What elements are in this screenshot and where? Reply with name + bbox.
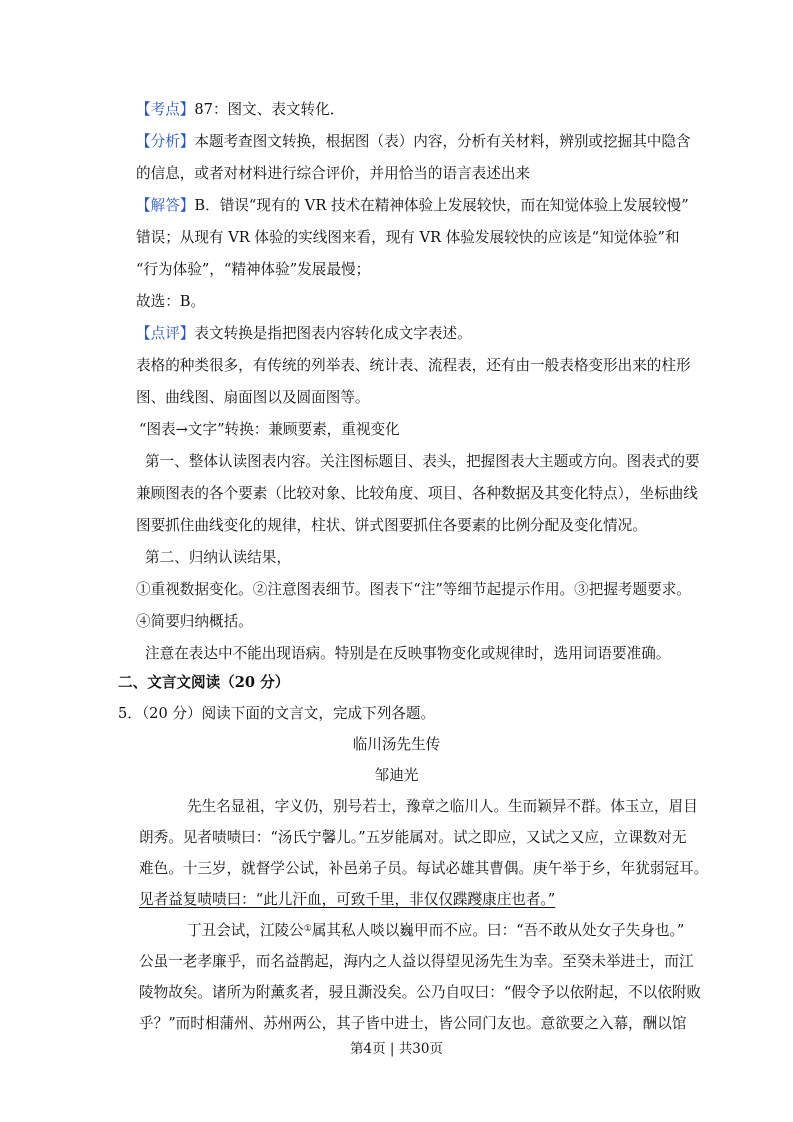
para2-line-2: 公虽一老孝廉乎，而名益鹊起，海内之人益以得望见汤先生为幸。至癸未举进士，而江 (139, 953, 694, 970)
dianping-line-2: 表格的种类很多，有传统的列举表、统计表、流程表，还有由一般表格变形出来的柱形 (136, 357, 691, 374)
para2-line-1-start: 丁丑会试，江陵公 (187, 922, 304, 939)
para2-line-3: 陵物故矣。诸所为附薰炙者，骎且澌没矣。公乃自叹曰：“假令予以依附起，不以依附败 (139, 984, 702, 1001)
fenxi-text-1: 本题考查图文转换，根据图（表）内容，分析有关材料，辨别或挖掘其中隐含 (194, 133, 691, 150)
passage-title: 临川汤先生传 (352, 736, 441, 753)
dianping-line-1 (136, 324, 472, 344)
kaodian-line (136, 100, 344, 120)
dianping-text-1: 表文转换是指把图表内容转化成文字表述。 (194, 325, 472, 342)
para2-line-4: 乎？”而时相蒲州、苏州两公，其子皆中进士，皆公同门友也。意欲要之入幕，酬以馆 (139, 1015, 687, 1032)
dianping-tag: 【点评】 (136, 325, 195, 342)
fenxi-tag: 【分析】 (136, 133, 195, 150)
section-heading: 二、文言文阅读（20 分） (118, 674, 290, 691)
dianping-line-11: 注意在表达中不能出现语病。特别是在反映事物变化或规律时，选用词语要准确。 (145, 645, 671, 662)
jieda-line-3: “行为体验”，“精神体验”发展最慢； (136, 261, 371, 278)
passage-author: 邹迪光 (374, 767, 419, 784)
dianping-line-4: “图表→文字”转换：兼顾要素，重视变化 (139, 421, 400, 438)
footnote-marker: ① (303, 924, 312, 934)
para1-line-3: 难色。十三岁，就督学公试，补邑弟子员。每试必雄其曹偶。庚午举于乡，年犹弱冠耳。 (139, 860, 709, 877)
dianping-line-3: 图、曲线图、扇面图以及圆面图等。 (136, 389, 370, 406)
dianping-line-5: 第一、整体认读图表内容。关注图标题目、表头，把握图表大主题或方向。图表式的要 (145, 453, 700, 470)
kaodian-tag: 【考点】 (136, 101, 195, 118)
dianping-line-7: 图要抓住曲线变化的规律，柱状、饼式图要抓住各要素的比例分配及变化情况。 (136, 517, 647, 534)
dianping-line-10: ④简要归纳概括。 (136, 613, 253, 630)
fenxi-line-2: 的信息，或者对材料进行综合评价，并用恰当的语言表述出来 (136, 165, 531, 182)
para2-line-1-end: 属其私人啖以巍甲而不应。曰：“吾不敢从处女子失身也。” (311, 922, 685, 939)
para1-line-4-underlined: 见者益复啧啧曰：“此儿汗血，可致千里，非仅仅蹀躞康庄也者。” (139, 891, 556, 908)
dianping-line-9: ①重视数据变化。②注意图表细节。图表下“注”等细节起提示作用。③把握考题要求。 (136, 581, 691, 598)
para1-line-2: 朗秀。见者啧啧曰：“汤氏宁馨儿。”五岁能属对。试之即应，又试之又应，立课数对无 (139, 829, 687, 846)
dianping-line-6: 兼顾图表的各个要素（比较对象、比较角度、项目、各种数据及其变化特点），坐标曲线 (136, 485, 698, 502)
kaodian-text: 87：图文、表文转化． (194, 101, 345, 118)
fenxi-line-1 (136, 132, 691, 152)
para2-line-1 (187, 921, 684, 941)
page-footer: 第4页 | 共30页 (350, 1041, 443, 1057)
question-prompt: 5．（20 分）阅读下面的文言文，完成下列各题。 (118, 705, 436, 722)
jieda-line-4: 故选：B。 (136, 293, 206, 310)
jieda-line-1 (136, 196, 689, 216)
dianping-line-8: 第二、归纳认读结果， (145, 549, 291, 566)
para1-line-1: 先生名显祖，字义仍，别号若士，豫章之临川人。生而颖异不群。体玉立，眉目 (187, 798, 698, 815)
jieda-text-1: B．错误“现有的 VR 技术在精神体验上发展较快，而在知觉体验上发展较慢” (194, 197, 689, 214)
jieda-line-2: 错误；从现有 VR 体验的实线图来看，现有 VR 体验发展较快的应该是“知觉体验”和 (136, 229, 680, 246)
jieda-tag: 【解答】 (136, 197, 195, 214)
